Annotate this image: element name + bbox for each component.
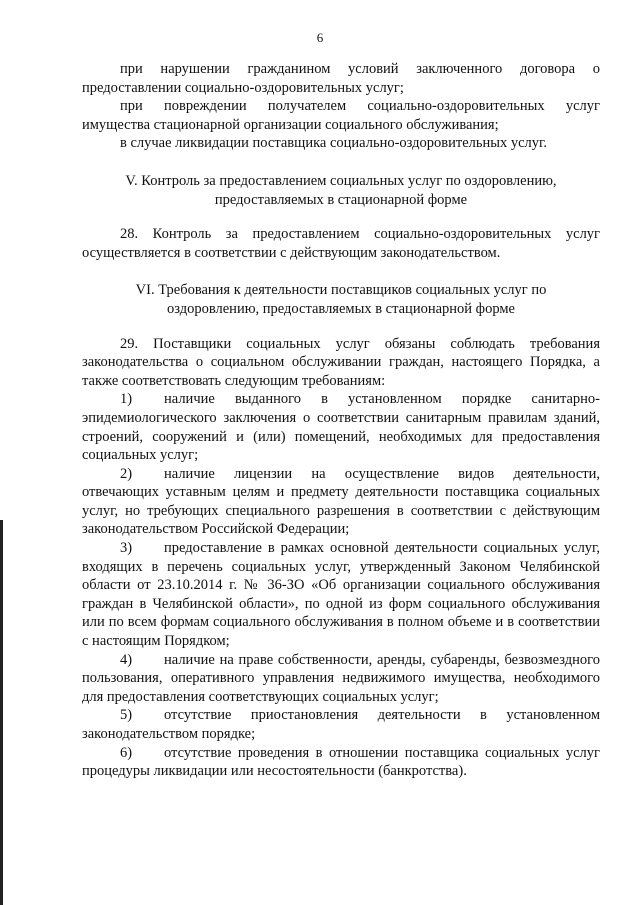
- scan-edge-shadow: [0, 520, 3, 905]
- requirement-item-5: [82, 706, 600, 743]
- item-text: отсутствие приостановления деятельности в установленном законодательством порядке;: [82, 707, 600, 742]
- item-text: наличие выданного в установленном порядке санитарно-эпидемиологического заключения о соответствии санитарным правилам зданий, строений, сооружений и (или) помещений, необходимых для предоставления социальных услуг;: [82, 391, 600, 464]
- intro-paragraph-2: при повреждении получателем социально-оздоровительных услуг имущества стационарной организации социального обслуживания;: [82, 98, 600, 133]
- requirement-item-2: [82, 465, 600, 539]
- item-number: 5): [120, 707, 133, 724]
- intro-paragraph-3: в случае ликвидации поставщика социально-оздоровительных услуг.: [120, 135, 547, 152]
- document-body: [82, 60, 600, 781]
- paragraph-29: 29. Поставщики социальных услуг обязаны соблюдать требования законодательства о социальном обслуживании граждан, настоящего Порядка, а также соответствовать следующим требованиям:: [82, 335, 600, 389]
- item-text: наличие на праве собственности, аренды, субаренды, безвозмездного пользования, оперативного управления недвижимого имущества, необходимого для предоставления соответствующих социальных услуг;: [82, 651, 600, 705]
- item-number: 1): [120, 391, 133, 408]
- item-number: 3): [120, 540, 133, 557]
- requirement-item-1: [82, 390, 600, 464]
- item-text: предоставление в рамках основной деятельности социальных услуг, входящих в перечень социальных услуг, утвержденный Законом Челябинской области от 23.10.2014 г. № 36-ЗО «Об организации социального обслуживания граждан в Челябинской области», по одной из форм социального обслуживания или по всем формам социального обслуживания в полном объеме и в соответствии с настоящим Порядком;: [82, 540, 600, 650]
- section-6-heading: VI. Требования к деятельности поставщиков социальных услуг по оздоровлению, предоставляемых в стационарной форме: [135, 282, 547, 317]
- item-text: отсутствие проведения в отношении поставщика социальных услуг процедуры ликвидации или несостоятельности (банкротства).: [82, 744, 600, 780]
- requirement-item-3: [82, 539, 600, 651]
- item-text: наличие лицензии на осуществление видов деятельности, отвечающих уставным целям и предмету деятельности поставщика социальных услуг, но требующих специального разрешения в соответствии с действующим законодательством Российской Федерации;: [82, 465, 600, 538]
- item-number: 4): [120, 651, 133, 668]
- item-number: 6): [120, 744, 133, 761]
- paragraph-28: 28. Контроль за предоставлением социально-оздоровительных услуг осуществляется в соответствии с действующим законодательством.: [82, 226, 600, 261]
- requirement-item-6: [82, 744, 600, 781]
- intro-paragraph-1: при нарушении гражданином условий заключенного договора о предоставлении социально-оздоровительных услуг;: [82, 61, 600, 96]
- section-5-heading: V. Контроль за предоставлением социальных услуг по оздоровлению, предоставляемых в стационарной форме: [125, 172, 557, 208]
- item-number: 2): [120, 465, 133, 482]
- requirement-item-4: [82, 651, 600, 707]
- page-number: 6: [316, 30, 324, 45]
